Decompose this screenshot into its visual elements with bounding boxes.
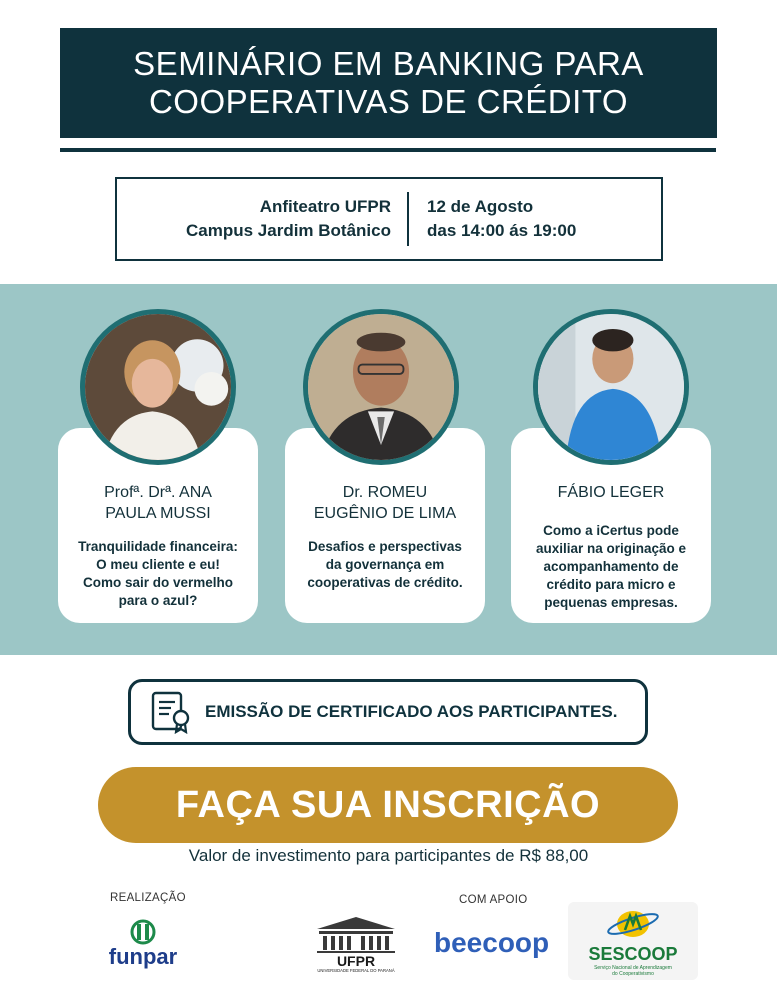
speaker-photo-romeu — [303, 309, 459, 465]
venue-block — [117, 195, 407, 243]
topic-line: O meu cliente e eu! — [96, 557, 220, 572]
speaker-name-line2: EUGÊNIO DE LIMA — [313, 505, 457, 522]
venue-campus: Campus Jardim Botânico — [186, 221, 391, 240]
topic-line: da governança em — [325, 557, 445, 572]
topic-line: pequenas empresas. — [544, 595, 678, 610]
ufpr-wordmark: UFPR — [336, 953, 376, 969]
topic-line: auxiliar na originação e — [535, 541, 687, 556]
topic-line: acompanhamento de — [543, 559, 679, 574]
venue-name: Anfiteatro UFPR — [259, 197, 391, 216]
topic-line: Desafios e perspectivas — [308, 539, 462, 554]
speaker-photo-ana-image — [85, 314, 231, 460]
certificate-label: EMISSÃO DE CERTIFICADO AOS PARTICIPANTES. — [205, 702, 618, 721]
sescoop-subtitle-1: Serviço Nacional de Aprendizagem — [594, 965, 672, 971]
sescoop-wordmark: SESCOOP — [588, 944, 678, 964]
topic-line: Tranquilidade financeira: — [78, 539, 238, 554]
beecoop-wordmark: beecoop — [434, 927, 550, 958]
title-underline — [60, 148, 716, 152]
speaker-photo-fabio — [533, 309, 689, 465]
speaker-topic — [297, 538, 473, 592]
ufpr-subtitle: UNIVERSIDADE FEDERAL DO PARANÁ — [317, 968, 395, 973]
certificate-banner — [128, 679, 648, 745]
funpar-logo — [95, 918, 191, 970]
speaker-name — [293, 482, 477, 524]
title-line-2: COOPERATIVAS DE CRÉDITO — [148, 83, 629, 120]
title-line-1: SEMINÁRIO EM BANKING PARA — [133, 45, 644, 82]
event-title — [60, 28, 717, 138]
realizacao-label: REALIZAÇÃO — [110, 892, 186, 904]
event-info-box — [115, 177, 663, 261]
speaker-photo-ana — [80, 309, 236, 465]
speaker-name-line1: Profª. Drª. ANA — [104, 484, 212, 501]
schedule-block — [409, 195, 576, 243]
topic-line: cooperativas de crédito. — [307, 575, 463, 590]
sescoop-logo — [568, 902, 698, 980]
register-button[interactable]: FAÇA SUA INSCRIÇÃO — [98, 767, 678, 843]
topic-line: Como a iCertus pode — [543, 523, 679, 538]
event-date: 12 de Agosto — [427, 197, 534, 216]
topic-line: para o azul? — [118, 593, 198, 608]
speaker-topic — [523, 522, 699, 612]
speaker-name — [519, 482, 703, 503]
speaker-photo-romeu-image — [308, 314, 454, 460]
price-text: Valor de investimento para participantes de R$ 88,00 — [188, 846, 589, 865]
speaker-name-line1: FÁBIO LEGER — [557, 484, 665, 501]
topic-line: crédito para micro e — [546, 577, 676, 592]
funpar-wordmark: funpar — [108, 944, 178, 969]
speaker-photo-fabio-image — [538, 314, 684, 460]
ufpr-logo — [313, 915, 399, 973]
speaker-name — [66, 482, 250, 524]
event-time: das 14:00 ás 19:00 — [427, 221, 577, 240]
speaker-topic — [70, 538, 246, 610]
sescoop-subtitle-2: do Cooperativismo — [612, 971, 654, 977]
speaker-name-line1: Dr. ROMEU — [342, 484, 428, 501]
topic-line: Como sair do vermelho — [82, 575, 234, 590]
beecoop-logo — [432, 922, 558, 964]
apoio-label: COM APOIO — [459, 894, 528, 906]
speaker-name-line2: PAULA MUSSI — [105, 505, 211, 522]
certificate-icon — [149, 690, 193, 734]
